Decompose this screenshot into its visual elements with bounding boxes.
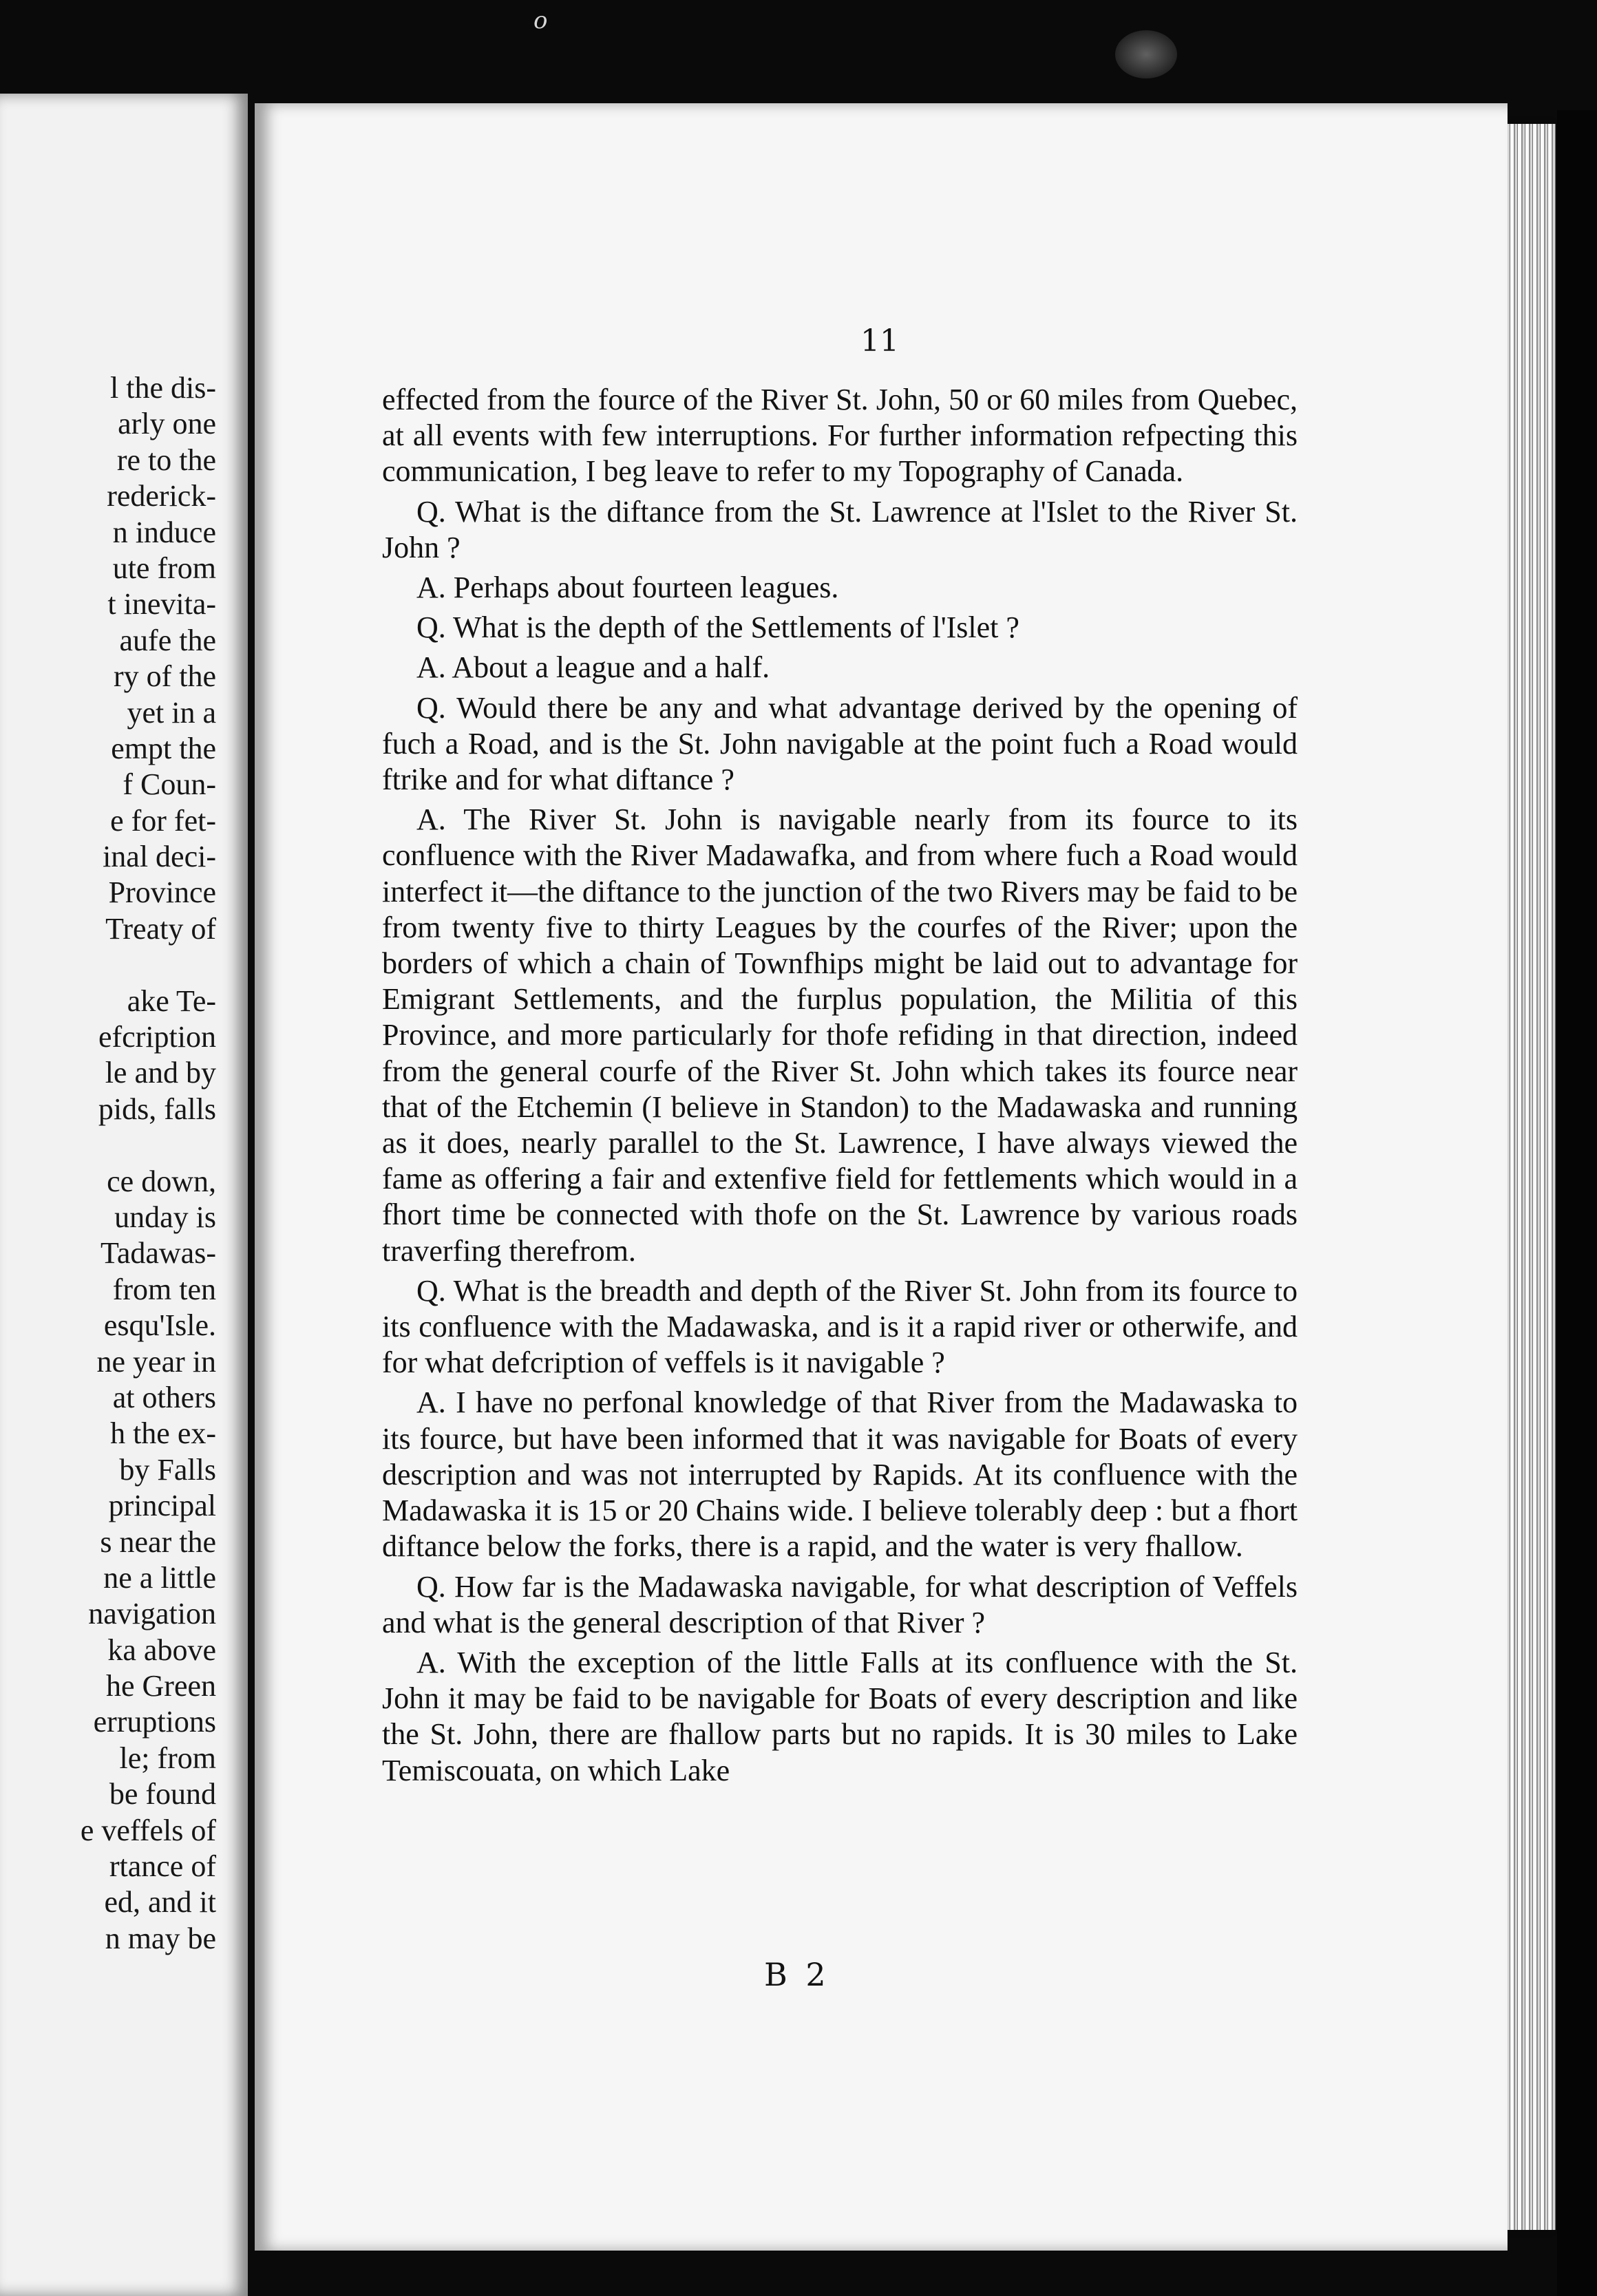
left-page-line: n may be: [105, 1921, 216, 1955]
right-page-text: [382, 382, 1298, 1789]
paragraph: A. I have no perfonal knowledge of that River from the Madawaska to its fource, but have been informed that it was navigable for Boats of every description and was not interrupted by Rapids. At its confluence with the Madawaska it is 15 or 20 Chains wide. I believe tolerably deep : but a fhort diftance below the forks, there is a rapid, and the water is very fhallow.: [382, 1385, 1298, 1564]
page-number: 11: [860, 323, 899, 359]
left-page-line: ne year in: [96, 1344, 216, 1379]
paragraph: Q. What is the diftance from the St. Lawrence at l'Islet to the River St. John ?: [382, 494, 1298, 564]
left-page-line: Treaty of: [105, 911, 216, 946]
left-page-line: navigation: [88, 1597, 216, 1631]
left-page-line: s near the: [100, 1524, 216, 1559]
left-page-line: he Green: [105, 1669, 216, 1703]
left-page-line: be found: [109, 1777, 216, 1811]
left-page-line: aufe the: [119, 623, 216, 657]
left-page-line: arly one: [118, 407, 216, 441]
left-page-line: f Coun-: [123, 767, 216, 802]
left-page-line: t inevita-: [107, 587, 216, 621]
left-page-line: yet in a: [127, 695, 216, 730]
left-page-line: ake Te-: [127, 984, 216, 1018]
top-mark: o: [533, 7, 548, 34]
left-page-line: le; from: [119, 1741, 216, 1775]
left-page-line: rederick-: [107, 479, 216, 513]
left-page-line: pids, falls: [98, 1092, 216, 1126]
left-page-line: ne a little: [103, 1560, 216, 1595]
left-page-line: ry of the: [113, 659, 216, 694]
left-page-line: erruptions: [93, 1705, 216, 1739]
left-page-line: inal deci-: [103, 840, 216, 874]
left-page-text: [0, 370, 216, 1957]
left-page-line: at others: [112, 1380, 216, 1414]
left-page-line: n induce: [112, 515, 216, 549]
paragraph: A. Perhaps about fourteen leagues.: [416, 571, 839, 605]
left-page-line: h the ex-: [110, 1416, 216, 1451]
left-page-line: empt the: [111, 731, 216, 765]
left-page-line: rtance of: [109, 1849, 216, 1884]
left-page-line: le and by: [105, 1056, 216, 1090]
left-page-line: efcription: [98, 1020, 216, 1054]
left-page-line: e veffels of: [80, 1813, 216, 1847]
left-page-line: e for fet-: [110, 803, 216, 838]
scan-blot: [1115, 30, 1177, 78]
left-page-line: [0, 947, 216, 983]
paragraph: Q. How far is the Madawaska navigable, for what description of Veffels and what is the general description of that River ?: [382, 1569, 1298, 1639]
paragraph: effected from the fource of the River St. John, 50 or 60 miles from Quebec, at all events with few interruptions. For further information refpecting this communication, I beg leave to refer to my Topography of Canada.: [382, 383, 1298, 489]
paragraph: A. The River St. John is navigable nearly from its fource to its confluence with the River Madawafka, and from where fuch a Road would interfect it—the diftance to the junction of the two Rivers may be faid to be from twenty five to thirty Leagues by the courfes of the River; upon the borders of which a chain of Townfhips might be laid out to advantage for Emigrant Settlements, and the furplus population, the Militia of this Province, and more particularly for thofe refiding in that direction, indeed from the general courfe of the River St. John which takes its fource near that of the Etchemin (I believe in Standon) to the Madawaska and running as it does, nearly parallel to the St. Lawrence, I have always viewed the fame as offering a fair and extenfive field for fettlements which would in a fhort time be connected with thofe on the St. Lawrence by various roads traverfing therefrom.: [382, 802, 1298, 1268]
left-page-line: Province: [108, 875, 216, 910]
left-page-line: re to the: [116, 443, 216, 477]
left-page-line: from ten: [112, 1272, 216, 1306]
signature-mark: B 2: [764, 1956, 830, 1993]
left-page-line: esqu'Isle.: [103, 1308, 216, 1343]
left-page-line: unday is: [114, 1200, 216, 1234]
left-page-line: ed, and it: [104, 1885, 216, 1920]
left-page-line: ka above: [107, 1633, 216, 1667]
left-page-line: principal: [108, 1489, 216, 1523]
paragraph: A. About a league and a half.: [416, 650, 770, 685]
left-page-line: Tadawas-: [101, 1236, 216, 1271]
paragraph: A. With the exception of the little Falls at its confluence with the St. John it may be faid to be navigable for Boats of every description and like the St. John, there are fhallow parts but no rapids. It is 30 miles to Lake Temiscouata, on which Lake: [382, 1645, 1298, 1787]
left-page-line: l the dis-: [110, 371, 216, 405]
paragraph: Q. What is the depth of the Settlements of l'Islet ?: [416, 610, 1019, 645]
left-page: [0, 94, 248, 2296]
paragraph: Q. Would there be any and what advantage derived by the opening of fuch a Road, and is the St. John navigable at the point fuch a Road would ftrike and for what diftance ?: [382, 690, 1298, 797]
left-page-line: ute from: [112, 551, 216, 585]
left-page-line: [0, 1127, 216, 1163]
paragraph: Q. What is the breadth and depth of the River St. John from its fource to its confluence with the Madawaska, and is it a rapid river or otherwife, and for what defcription of veffels is it navigable ?: [382, 1273, 1298, 1380]
left-page-line: by Falls: [119, 1452, 216, 1487]
left-page-line: ce down,: [107, 1164, 216, 1198]
